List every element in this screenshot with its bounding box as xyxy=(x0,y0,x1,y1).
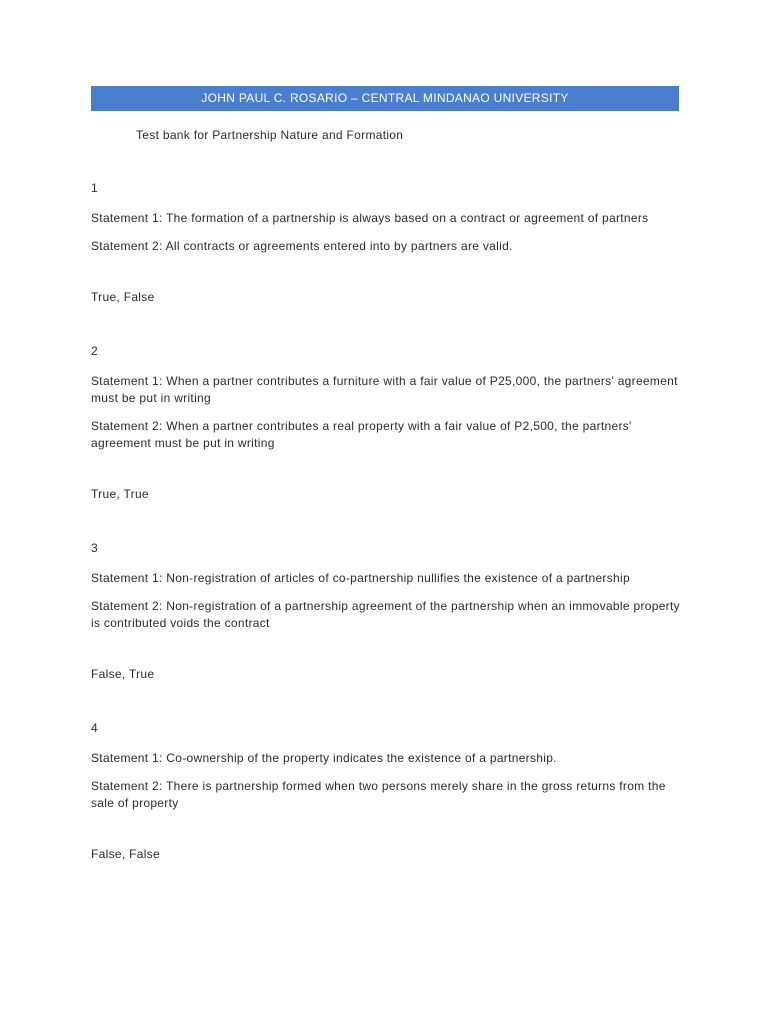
header-title: JOHN PAUL C. ROSARIO – CENTRAL MINDANAO UNIVERSITY xyxy=(201,91,569,105)
question-item xyxy=(91,720,681,863)
statement-1: Statement 1: Non-registration of articles of co-partnership nullifies the existence of a partnership xyxy=(91,571,630,585)
answer-text: False, False xyxy=(91,847,160,861)
question-list xyxy=(91,180,681,900)
document-subtitle: Test bank for Partnership Nature and Formation xyxy=(136,128,404,142)
answer-text: True, True xyxy=(91,487,149,501)
question-number: 1 xyxy=(91,181,98,195)
statement-1: Statement 1: Co-ownership of the property indicates the existence of a partnership. xyxy=(91,751,557,765)
statement-1: Statement 1: The formation of a partnership is always based on a contract or agreement of partners xyxy=(91,211,649,225)
statement-2: Statement 2: All contracts or agreements entered into by partners are valid. xyxy=(91,239,513,253)
question-item xyxy=(91,180,681,306)
question-number: 3 xyxy=(91,541,98,555)
answer-text: True, False xyxy=(91,290,155,304)
question-number: 2 xyxy=(91,344,98,358)
header-banner xyxy=(91,86,679,111)
statement-1: Statement 1: When a partner contributes a furniture with a fair value of P25,000, the partners' agreement must be put in writing xyxy=(91,374,678,405)
question-item xyxy=(91,540,681,683)
statement-2: Statement 2: Non-registration of a partnership agreement of the partnership when an immovable property is contributed voids the contract xyxy=(91,599,680,630)
statement-2: Statement 2: There is partnership formed when two persons merely share in the gross returns from the sale of property xyxy=(91,779,666,810)
answer-text: False, True xyxy=(91,667,155,681)
statement-2: Statement 2: When a partner contributes a real property with a fair value of P2,500, the partners' agreement must be put in writing xyxy=(91,419,632,450)
question-item xyxy=(91,343,681,503)
question-number: 4 xyxy=(91,721,98,735)
